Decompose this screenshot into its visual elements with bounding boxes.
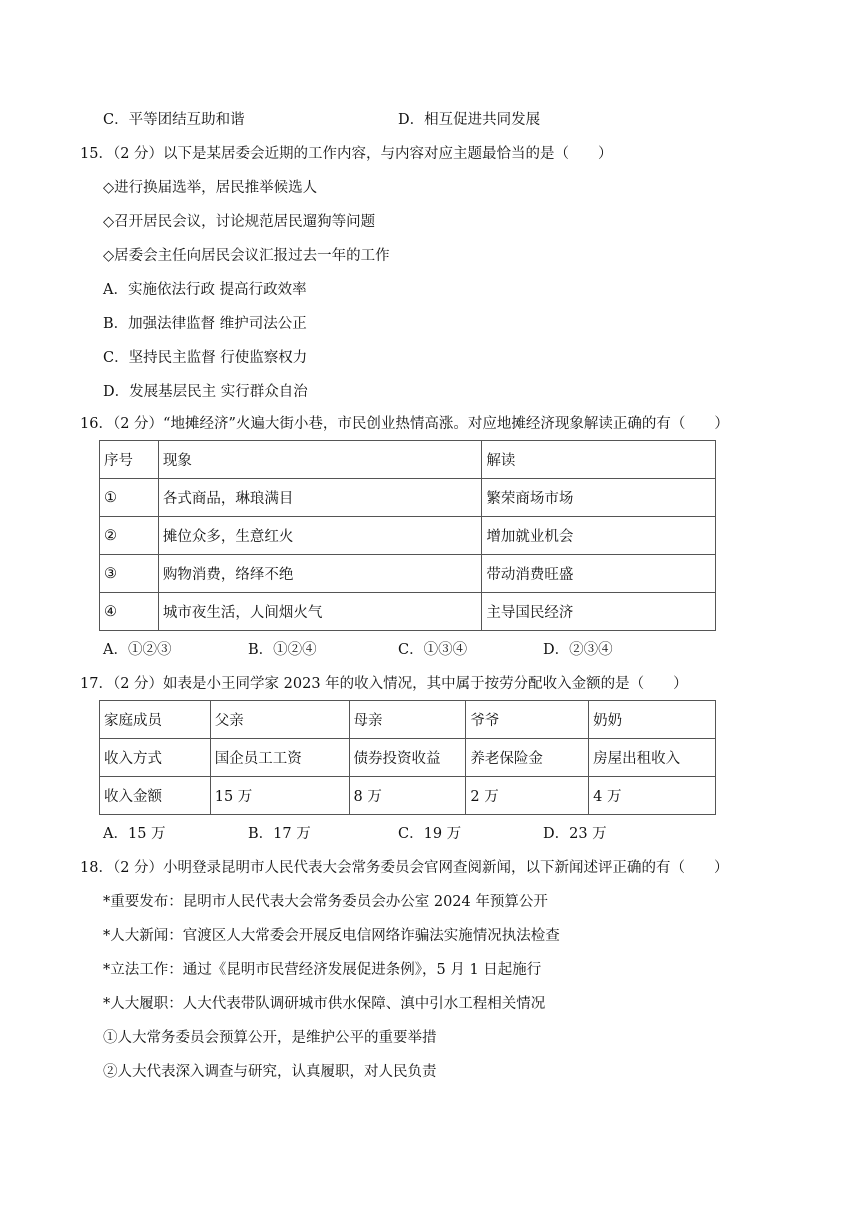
table-cell: ① bbox=[100, 479, 159, 517]
q18-news-2: *人大新闻：官渡区人大常委会开展反电信网络诈骗法实施情况执法检查 bbox=[103, 928, 560, 944]
table-cell: 增加就业机会 bbox=[482, 517, 716, 555]
table-cell: 主导国民经济 bbox=[482, 593, 716, 631]
q16-option-d: D．②③④ bbox=[543, 642, 613, 658]
table-cell: 奶奶 bbox=[589, 701, 716, 739]
q17-option-a: A．15 万 bbox=[103, 826, 166, 842]
q18-statement-2: ②人大代表深入调查与研究，认真履职，对人民负责 bbox=[103, 1064, 437, 1080]
table-row bbox=[100, 479, 716, 517]
q15-stem: 15．（2 分）以下是某居委会近期的工作内容，与内容对应主题最恰当的是（ ） bbox=[80, 146, 613, 162]
table-cell: 家庭成员 bbox=[100, 701, 211, 739]
q15-item-1: ◇进行换届选举，居民推举候选人 bbox=[103, 180, 318, 196]
table-cell: 带动消费旺盛 bbox=[482, 555, 716, 593]
table-row bbox=[100, 701, 716, 739]
q18-news-3: *立法工作：通过《昆明市民营经济发展促进条例》，5 月 1 日起施行 bbox=[103, 962, 542, 978]
q16-option-a: A．①②③ bbox=[103, 642, 172, 658]
q15-option-d: D．发展基层民主 实行群众自治 bbox=[103, 384, 308, 400]
table-row bbox=[100, 517, 716, 555]
q17-option-c: C．19 万 bbox=[398, 826, 462, 842]
q15-option-a: A．实施依法行政 提高行政效率 bbox=[103, 282, 307, 298]
table-cell: 收入方式 bbox=[100, 739, 211, 777]
q15-option-b: B．加强法律监督 维护司法公正 bbox=[103, 316, 307, 332]
q15-option-c: C．坚持民主监督 行使监察权力 bbox=[103, 350, 308, 366]
q17-option-d: D．23 万 bbox=[543, 826, 607, 842]
table-cell: 城市夜生活，人间烟火气 bbox=[158, 593, 482, 631]
table-cell: 各式商品，琳琅满目 bbox=[158, 479, 482, 517]
table-cell: 债券投资收益 bbox=[349, 739, 466, 777]
table-row bbox=[100, 777, 716, 815]
q15-item-3: ◇居委会主任向居民会议汇报过去一年的工作 bbox=[103, 248, 390, 264]
q15-item-2: ◇召开居民会议，讨论规范居民遛狗等问题 bbox=[103, 214, 376, 230]
table-cell: ② bbox=[100, 517, 159, 555]
table-cell: 购物消费，络绎不绝 bbox=[158, 555, 482, 593]
q18-news-4: *人大履职：人大代表带队调研城市供水保障、滇中引水工程相关情况 bbox=[103, 996, 546, 1012]
table-cell: 收入金额 bbox=[100, 777, 211, 815]
table-row bbox=[100, 739, 716, 777]
table-cell: 养老保险金 bbox=[466, 739, 589, 777]
q18-news-1: *重要发布：昆明市人民代表大会常务委员会办公室 2024 年预算公开 bbox=[103, 894, 548, 910]
q18-statement-1: ①人大常务委员会预算公开，是维护公平的重要举措 bbox=[103, 1030, 437, 1046]
table-cell: ③ bbox=[100, 555, 159, 593]
q17-stem: 17．（2 分）如表是小王同学家 2023 年的收入情况，其中属于按劳分配收入金额的是（ ） bbox=[80, 676, 688, 692]
q16-option-c: C．①③④ bbox=[398, 642, 468, 658]
table-cell: 2 万 bbox=[466, 777, 589, 815]
table-header-cell: 解读 bbox=[482, 441, 716, 479]
table-header-cell: 现象 bbox=[158, 441, 482, 479]
table-cell: 摊位众多，生意红火 bbox=[158, 517, 482, 555]
table-cell: 父亲 bbox=[210, 701, 349, 739]
table-cell: ④ bbox=[100, 593, 159, 631]
table-cell: 房屋出租收入 bbox=[589, 739, 716, 777]
table-cell: 15 万 bbox=[210, 777, 349, 815]
q18-stem: 18．（2 分）小明登录昆明市人民代表大会常务委员会官网查阅新闻，以下新闻述评正确的有（ ） bbox=[80, 860, 729, 876]
table-cell: 爷爷 bbox=[466, 701, 589, 739]
q16-stem: 16．（2 分）“地摊经济”火遍大街小巷，市民创业热情高涨。对应地摊经济现象解读正确的有（ ） bbox=[80, 416, 729, 432]
q14-option-c: C．平等团结互助和谐 bbox=[103, 112, 245, 128]
q14-option-d: D．相互促进共同发展 bbox=[398, 112, 541, 128]
table-header-cell: 序号 bbox=[100, 441, 159, 479]
table-row bbox=[100, 593, 716, 631]
table-cell: 繁荣商场市场 bbox=[482, 479, 716, 517]
table-cell: 8 万 bbox=[349, 777, 466, 815]
table-cell: 国企员工工资 bbox=[210, 739, 349, 777]
q16-table bbox=[99, 440, 716, 631]
table-row bbox=[100, 441, 716, 479]
q17-table bbox=[99, 700, 716, 815]
q17-option-b: B．17 万 bbox=[248, 826, 311, 842]
table-cell: 母亲 bbox=[349, 701, 466, 739]
table-cell: 4 万 bbox=[589, 777, 716, 815]
table-row bbox=[100, 555, 716, 593]
q16-option-b: B．①②④ bbox=[248, 642, 317, 658]
